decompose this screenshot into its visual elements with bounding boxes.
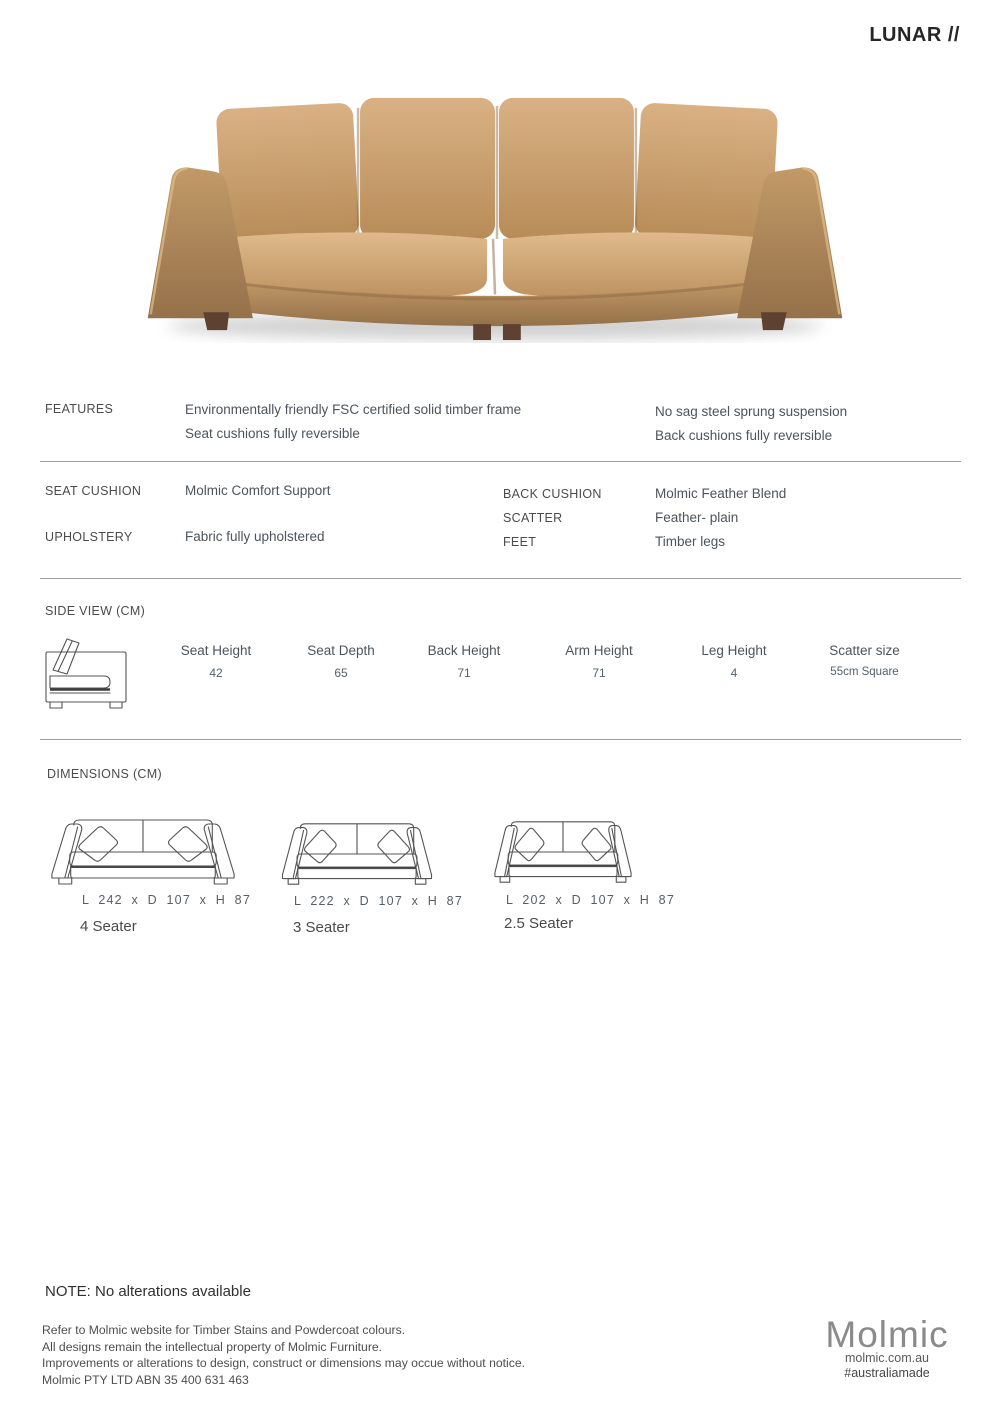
scatter-label: SCATTER [503, 511, 563, 525]
dimensions-title: DIMENSIONS (CM) [47, 767, 162, 781]
metric-value: 71 [457, 666, 471, 680]
footer-line: Improvements or alterations to design, construct or dimensions may occue without notice. [42, 1356, 525, 1370]
seat-cushion-label: SEAT CUSHION [45, 484, 142, 498]
upholstery-label: UPHOLSTERY [45, 530, 133, 544]
feet-label: FEET [503, 535, 537, 549]
dimension-drawing-4-seater [44, 816, 242, 888]
feature-item: Environmentally friendly FSC certified solid timber frame [185, 402, 522, 417]
divider [40, 578, 961, 579]
metric-value: 65 [334, 666, 348, 680]
features-col2 [655, 400, 955, 448]
seat-cushions [235, 232, 755, 298]
metric-label: Seat Height [180, 643, 252, 658]
molmic-logo: Molmic [825, 1314, 949, 1355]
feature-item: Back cushions fully reversible [655, 428, 833, 443]
feature-item: No sag steel sprung suspension [655, 404, 848, 419]
metric-label: Leg Height [701, 643, 767, 658]
dimension-size: L 202 x D 107 x H 87 [506, 893, 675, 907]
metric-value: 71 [592, 666, 606, 680]
hashtag-text: #australiamade [844, 1366, 930, 1380]
side-view-drawing [40, 636, 132, 710]
website-text: molmic.com.au [844, 1351, 930, 1365]
dimension-name: 4 Seater [80, 918, 137, 935]
divider [40, 739, 961, 740]
seat-cushion-value: Molmic Comfort Support [185, 483, 331, 498]
footer-line: All designs remain the intellectual property of Molmic Furniture. [42, 1339, 383, 1354]
features-label: FEATURES [45, 402, 114, 416]
metric-seat-depth [277, 643, 405, 680]
dimension-drawing-2-5-seater [489, 818, 637, 886]
dimension-name: 3 Seater [293, 919, 350, 936]
footer-line: Molmic PTY LTD ABN 35 400 631 463 [42, 1372, 249, 1387]
metric-value: 4 [730, 666, 738, 680]
product-photo-sofa [135, 88, 855, 346]
scatter-value: Feather- plain [655, 510, 739, 525]
metric-arm-height [535, 643, 663, 680]
feet-value: Timber legs [655, 534, 726, 549]
back-cushion-value: Molmic Feather Blend [655, 486, 787, 501]
metric-label: Back Height [427, 643, 501, 658]
back-cushions [216, 98, 778, 243]
metric-value: 42 [209, 666, 223, 680]
metric-scatter-size [797, 643, 932, 678]
feature-item: Seat cushions fully reversible [185, 426, 360, 441]
back-cushion-label: BACK CUSHION [503, 487, 602, 501]
divider [40, 461, 961, 462]
page-title: LUNAR // [869, 24, 960, 46]
metric-value: 55cm Square [830, 666, 899, 678]
dimension-drawing-3-seater [276, 820, 438, 888]
note-text: NOTE: No alterations available [45, 1283, 251, 1300]
dimension-size: L 222 x D 107 x H 87 [294, 894, 463, 908]
metric-seat-height [152, 643, 280, 680]
dimension-size: L 242 x D 107 x H 87 [82, 893, 251, 907]
brand-block [782, 1316, 990, 1380]
features-col1 [185, 398, 635, 446]
upholstery-value: Fabric fully upholstered [185, 529, 325, 544]
metric-label: Arm Height [565, 643, 633, 658]
metric-label: Seat Depth [307, 643, 375, 658]
metric-leg-height [670, 643, 798, 680]
metric-back-height [400, 643, 528, 680]
metric-label: Scatter size [829, 643, 900, 658]
footer-line: Refer to Molmic website for Timber Stains and Powdercoat colours. [42, 1323, 406, 1337]
dimension-name: 2.5 Seater [504, 915, 574, 932]
footer-legal [42, 1322, 525, 1388]
side-view-title: SIDE VIEW (CM) [45, 604, 146, 618]
